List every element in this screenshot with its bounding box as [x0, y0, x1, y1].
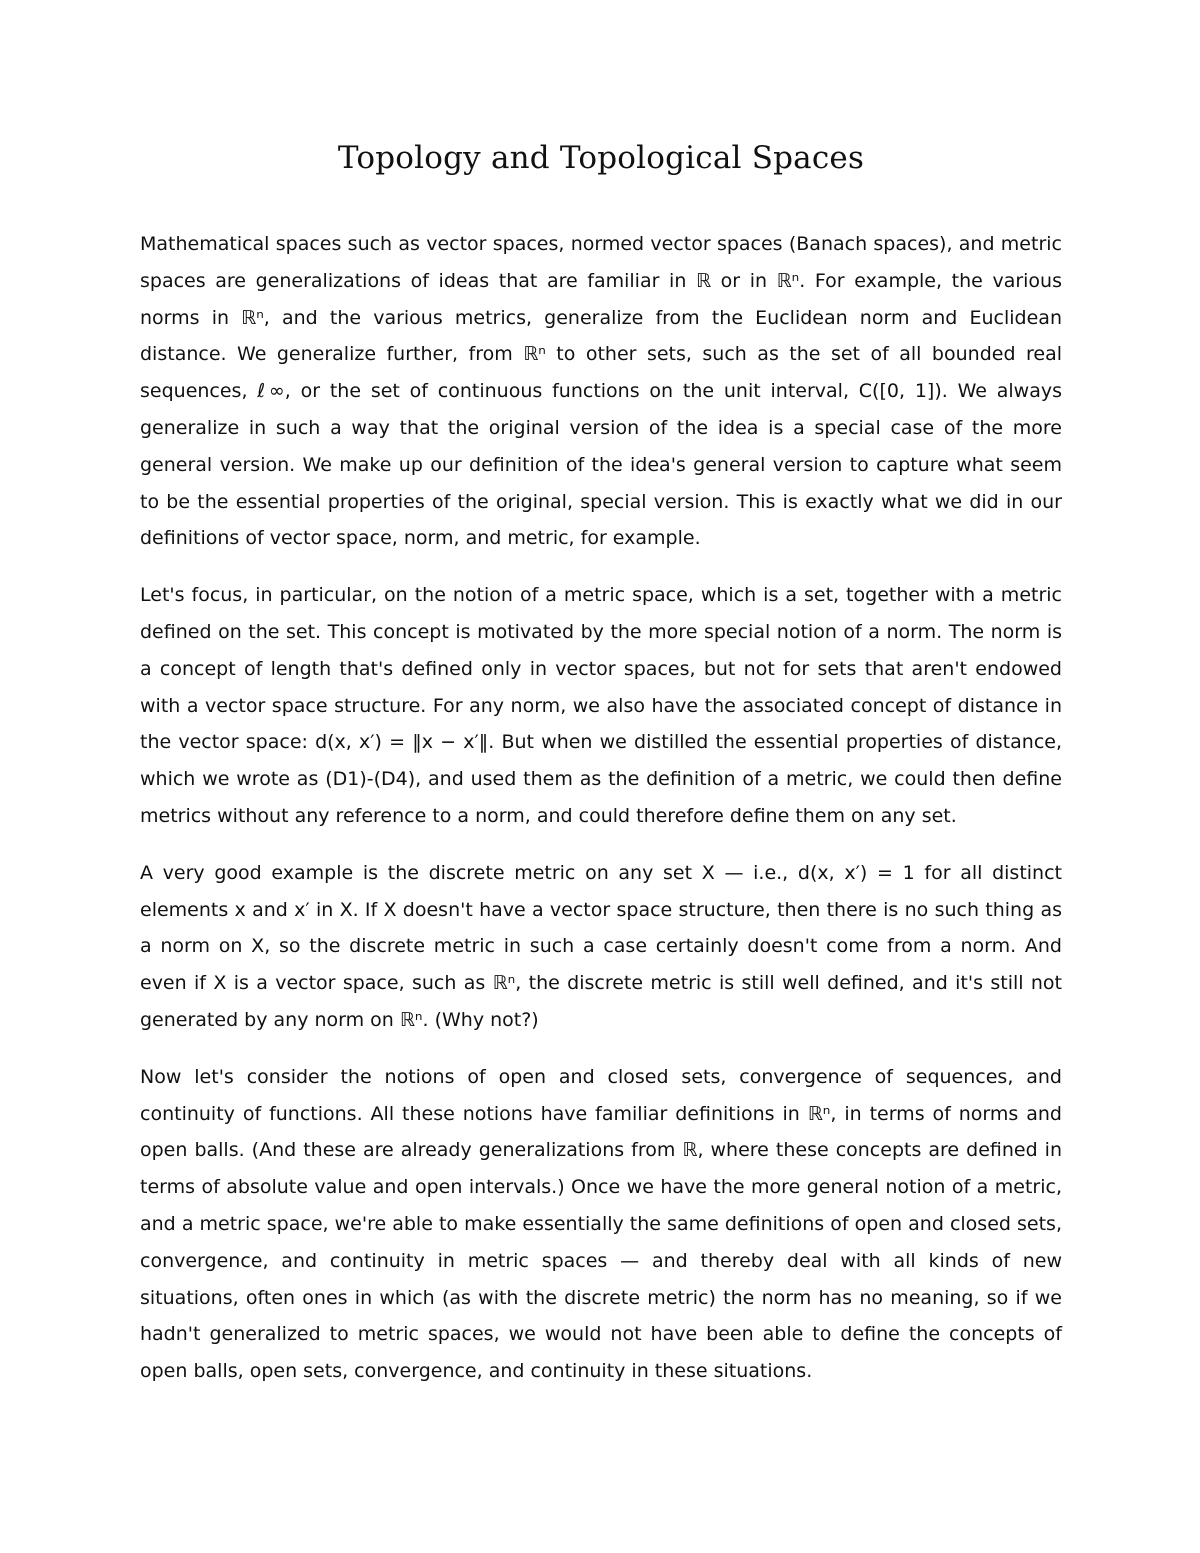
document-page [140, 140, 1062, 1410]
paragraph-1: Mathematical spaces such as vector spaces, normed vector spaces (Banach spaces), and metric spaces are generalizations of ideas that are familiar in ℝ or in ℝⁿ. For example, the various norms in ℝⁿ, and the various metrics, generalize from the Euclidean norm and Euclidean distance. We generalize further, from ℝⁿ to other sets, such as the set of all bounded real sequences, ℓ∞, or the set of continuous functions on the unit interval, C([0, 1]). We always generalize in such a way that the original version of the idea is a special case of the more general version. We make up our definition of the idea's general version to capture what seem to be the essential properties of the original, special version. This is exactly what we did in our definitions of vector space, norm, and metric, for example. [140, 233, 1062, 550]
paragraph-4: Now let's consider the notions of open and closed sets, convergence of sequences, and continuity of functions. All these notions have familiar definitions in ℝⁿ, in terms of norms and open balls. (And these are already generalizations from ℝ, where these concepts are defined in terms of absolute value and open intervals.) Once we have the more general notion of a metric, and a metric space, we're able to make essentially the same definitions of open and closed sets, convergence, and continuity in metric spaces — and thereby deal with all kinds of new situations, often ones in which (as with the discrete metric) the norm has no meaning, so if we hadn't generalized to metric spaces, we would not have been able to define the concepts of open balls, open sets, convergence, and continuity in these situations. [140, 1065, 1062, 1383]
paragraph-3: A very good example is the discrete metric on any set X — i.e., d(x, x′) = 1 for all distinct elements x and x′ in X. If X doesn't have a vector space structure, then there is no such thing as a norm on X, so the discrete metric in such a case certainly doesn't come from a norm. And even if X is a vector space, such as ℝⁿ, the discrete metric is still well defined, and it's still not generated by any norm on ℝⁿ. (Why not?) [140, 861, 1062, 1031]
document-title: Topology and Topological Spaces [337, 140, 865, 176]
paragraph-2: Let's focus, in particular, on the notion of a metric space, which is a set, together with a metric defined on the set. This concept is motivated by the more special notion of a norm. The norm is a concept of length that's defined only in vector spaces, but not for sets that aren't endowed with a vector space structure. For any norm, we also have the associated concept of distance in the vector space: d(x, x′) = ‖x − x′‖. But when we distilled the essential properties of distance, which we wrote as (D1)-(D4), and used them as the definition of a metric, we could then define metrics without any reference to a norm, and could therefore define them on any set. [140, 584, 1062, 827]
